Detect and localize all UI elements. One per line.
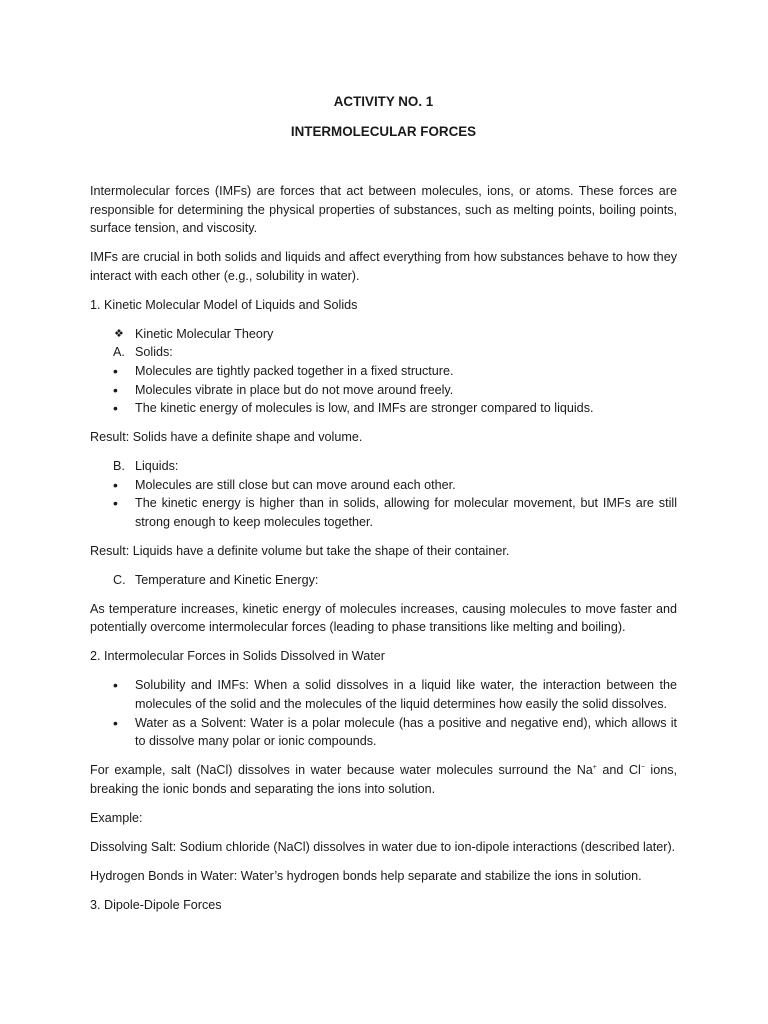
list-item [90,494,677,531]
bullet-icon: • [113,714,118,731]
list-letter-b: B. [113,459,125,474]
list-letter-c: C. [113,572,126,587]
nacl-text-part-2: and Cl [596,763,641,778]
chloride-charge: − [640,763,645,771]
example-label: Example: [90,810,143,825]
bullet-icon: • [113,381,118,398]
nacl-example-paragraph [90,761,677,798]
liquids-result: Result: Liquids have a definite volume but take the shape of their container. [90,543,510,558]
list-item [90,476,677,495]
intro-paragraph-2: IMFs are crucial in both solids and liquids and affect everything from how substances behave to how they interact with each other (e.g., solubility in water). [90,250,677,283]
document-body [90,92,677,925]
temperature-item [90,571,677,590]
solvent-bullet-text: Water as a Solvent: Water is a polar molecule (has a positive and negative end), which allows it to dissolve many polar or ionic compounds. [135,715,677,749]
activity-title: ACTIVITY NO. 1 [333,94,434,109]
solids-result: Result: Solids have a definite shape and volume. [90,430,363,445]
liquids-bullet-text: The kinetic energy is higher than in solids, allowing for molecular movement, but IMFs are still strong enough to keep molecules together. [135,496,677,529]
nacl-text-part-1: For example, salt (NaCl) dissolves in water because water molecules surround the Na [90,763,593,778]
diamond-bullet-icon: ❖ [114,327,124,340]
section-3-heading: 3. Dipole-Dipole Forces [90,897,222,912]
topic-title: INTERMOLECULAR FORCES [290,124,477,139]
liquids-bullet-text: Molecules are still close but can move around each other. [135,477,456,492]
bullet-icon: • [113,362,118,379]
list-item [90,676,677,713]
hydrogen-bonds-example: Hydrogen Bonds in Water: Water’s hydrogen bonds help separate and stabilize the ions in solution. [90,868,642,883]
solids-bullet-text: Molecules are tightly packed together in a fixed structure. [135,363,454,378]
list-item [90,399,677,418]
bullet-icon: • [113,495,118,512]
temperature-paragraph: As temperature increases, kinetic energy of molecules increases, causing molecules to move faster and potentially overcome intermolecular forces (leading to phase transitions like melting and boiling). [90,601,677,635]
intro-paragraph-1: Intermolecular forces (IMFs) are forces that act between molecules, ions, or atoms. These forces are responsible for determining the physical properties of substances, such as melting points, boiling points, surface tension, and viscosity. [90,184,677,236]
bullet-icon: • [113,677,118,694]
bullet-icon: • [113,400,118,417]
kmt-item [90,325,677,344]
liquids-list [90,457,677,531]
list-item [90,362,677,381]
liquids-label: Liquids: [135,459,179,474]
solids-bullet-text: The kinetic energy of molecules is low, and IMFs are stronger compared to liquids. [135,401,594,416]
list-item [90,714,677,751]
bullet-icon: • [113,476,118,493]
section-1-heading: 1. Kinetic Molecular Model of Liquids and Solids [90,297,358,312]
solids-list [90,325,677,418]
temperature-label: Temperature and Kinetic Energy: [135,572,319,587]
liquids-item [90,457,677,476]
list-letter-a: A. [113,345,125,360]
section-2-heading: 2. Intermolecular Forces in Solids Dissolved in Water [90,649,385,664]
solids-label: Solids: [135,345,173,360]
kmt-label: Kinetic Molecular Theory [135,326,274,341]
solids-bullet-text: Molecules vibrate in place but do not move around freely. [135,382,454,397]
solids-item [90,343,677,362]
sodium-charge: + [592,763,597,771]
dissolving-salt-example: Dissolving Salt: Sodium chloride (NaCl) dissolves in water due to ion-dipole interactions (described later). [90,839,676,854]
section-2-list [90,676,677,750]
nacl-text-part-3: ions, breaking the ionic bonds and separating the ions into solution. [90,763,678,796]
solubility-bullet-text: Solubility and IMFs: When a solid dissolves in a liquid like water, the interaction between the molecules of the solid and the molecules of the liquid determines how easily the solid dissolves. [135,678,677,711]
temperature-list [90,571,677,590]
list-item [90,381,677,400]
